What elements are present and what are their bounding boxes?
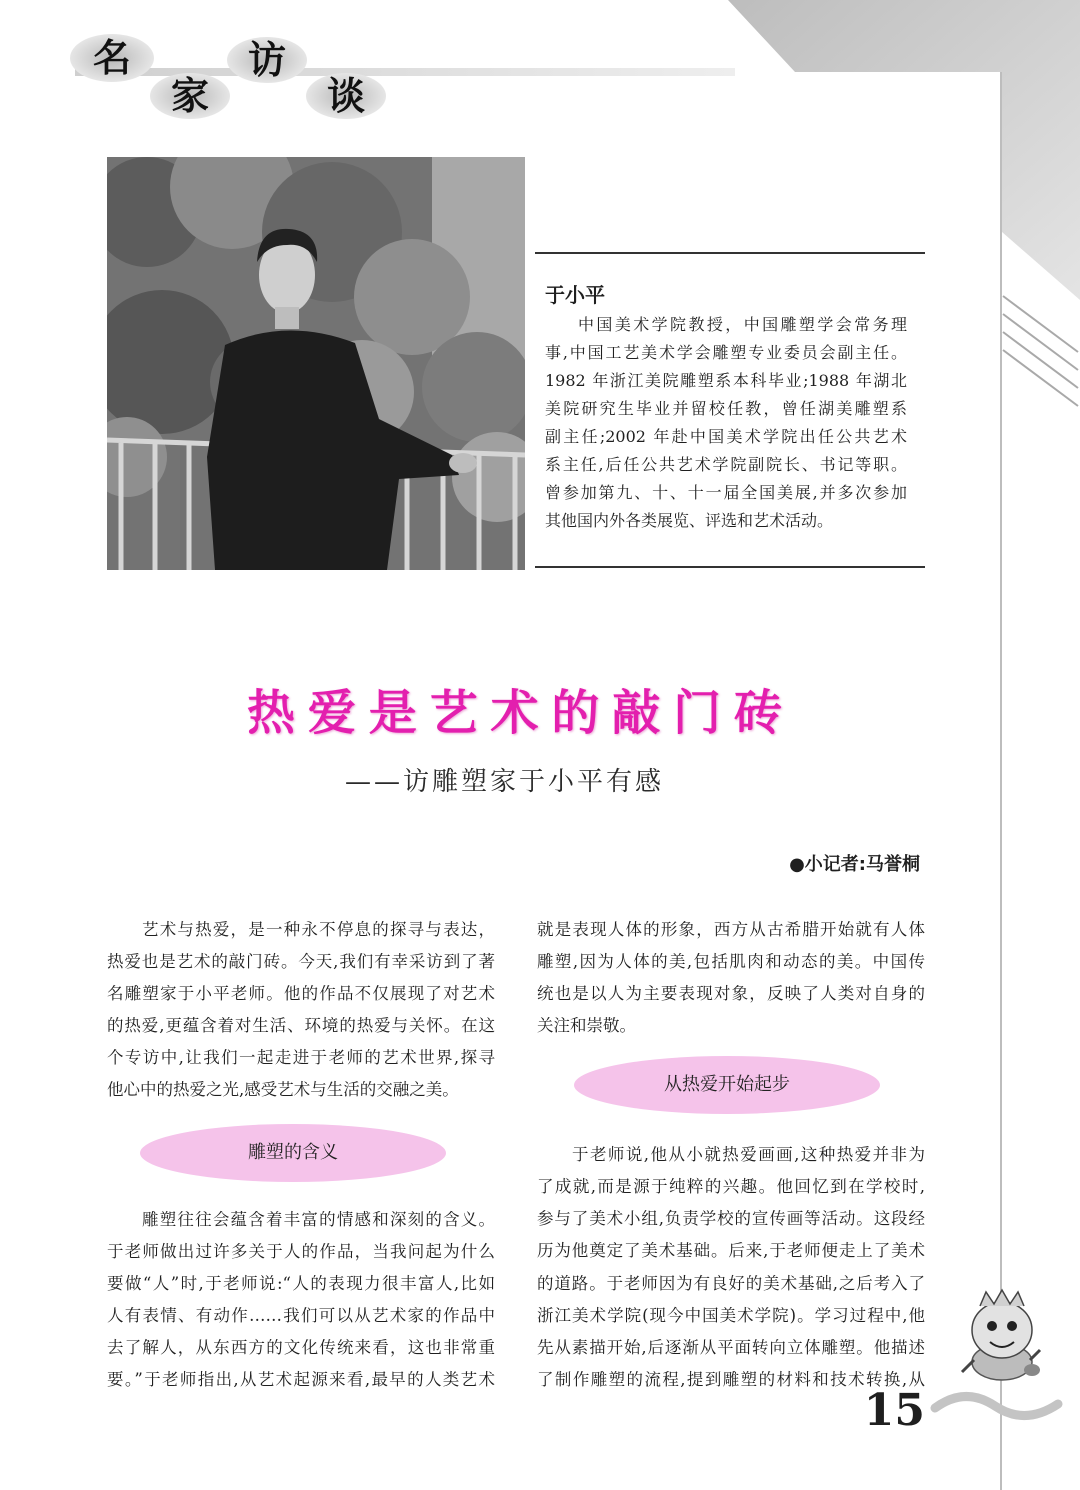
bio-line: 其他国内外各类展览、评选和艺术活动。 xyxy=(545,511,834,530)
section-heading: 雕塑的含义 xyxy=(140,1124,446,1182)
text-line: 去了解人，从东西方的文化传统来看，这也非常重 xyxy=(107,1338,495,1357)
text-line: 就是表现人体的形象，西方从古希腊开始就有人体 xyxy=(537,920,925,939)
text-line: 先从素描开始,后逐渐从平面转向立体雕塑。他描述 xyxy=(537,1338,925,1357)
text-line: 艺术与热爱，是一种永不停息的探寻与表达， xyxy=(142,920,495,939)
text-line: 的道路。于老师因为有良好的美术基础,之后考入了 xyxy=(537,1274,925,1293)
text-line: 人有表情、有动作……我们可以从艺术家的作品中 xyxy=(107,1306,495,1325)
profile-name: 于小平 xyxy=(545,283,605,307)
article-title: 热爱是艺术的敲门砖 xyxy=(247,685,782,741)
text-line: 雕塑,因为人体的美,包括肌肉和动态的美。中国传 xyxy=(537,952,925,971)
article-byline: ●小记者:马誉桐 xyxy=(789,854,920,875)
text-line: 参与了美术小组,负责学校的宣传画等活动。这段经 xyxy=(537,1209,925,1228)
text-line: 浙江美术学院(现今中国美术学院)。学习过程中,他 xyxy=(537,1306,925,1325)
right-column xyxy=(537,900,927,1400)
margin-stripes xyxy=(1003,296,1078,406)
column-title-char: 家 xyxy=(170,74,209,118)
left-column xyxy=(107,900,497,1400)
text-line: 要。”于老师指出,从艺术起源来看,最早的人类艺术 xyxy=(107,1370,495,1389)
text-line: 要做“人”时,于老师说:“人的表现力很丰富人,比如 xyxy=(107,1274,495,1293)
text-line: 的热爱,更蕴含着对生活、环境的热爱与关怀。在这 xyxy=(107,1016,495,1035)
article-subtitle: ——访雕塑家于小平有感 xyxy=(345,767,665,797)
section-heading: 从热爱开始起步 xyxy=(574,1056,880,1114)
text-line: 个专访中,让我们一起走进于老师的艺术世界,探寻 xyxy=(107,1048,495,1067)
text-line: 雕塑往往会蕴含着丰富的情感和深刻的含义。 xyxy=(142,1210,495,1229)
corner-gray-triangle xyxy=(728,0,1080,300)
text-line: 热爱也是艺术的敲门砖。今天,我们有幸采访到了著 xyxy=(107,952,495,971)
mascot-illustration xyxy=(962,1290,1040,1380)
bio-line: 1982 年浙江美院雕塑系本科毕业;1988 年湖北 xyxy=(545,371,907,390)
bio-line: 事,中国工艺美术学会雕塑专业委员会副主任。 xyxy=(545,343,907,362)
bio-line: 中国美术学院教授，中国雕塑学会常务理 xyxy=(578,315,907,334)
column-title-char: 名 xyxy=(92,36,131,80)
column-title-char: 访 xyxy=(247,38,286,82)
text-line: 于老师做出过许多关于人的作品，当我问起为什么 xyxy=(107,1242,495,1261)
text-line: 关注和崇敬。 xyxy=(537,1016,636,1035)
text-line: 于老师说,他从小就热爱画画,这种热爱并非为 xyxy=(572,1145,925,1164)
bio-line: 系主任,后任公共艺术学院副院长、书记等职。 xyxy=(545,455,907,474)
text-line: 统也是以人为主要表现对象，反映了人类对自身的 xyxy=(537,984,925,1003)
bio-line: 副主任;2002 年赴中国美术学院出任公共艺术 xyxy=(545,427,907,446)
text-line: 名雕塑家于小平老师。他的作品不仅展现了对艺术 xyxy=(107,984,495,1003)
text-line: 了成就,而是源于纯粹的兴趣。他回忆到在学校时, xyxy=(537,1177,925,1196)
text-line: 他心中的热爱之光,感受艺术与生活的交融之美。 xyxy=(107,1080,459,1099)
bio-line: 美院研究生毕业并留校任教，曾任湖美雕塑系 xyxy=(545,399,907,418)
column-title-char: 谈 xyxy=(326,74,365,118)
profile-box xyxy=(545,270,907,555)
page-number: 15 xyxy=(863,1385,925,1436)
text-line: 了制作雕塑的流程,提到雕塑的材料和技术转换,从 xyxy=(537,1370,925,1389)
wave-ornament xyxy=(935,1396,1058,1415)
text-line: 历为他奠定了美术基础。后来,于老师便走上了美术 xyxy=(537,1241,925,1260)
bio-line: 曾参加第九、十、十一届全国美展,并多次参加 xyxy=(545,483,907,502)
portrait-photo xyxy=(107,157,525,570)
